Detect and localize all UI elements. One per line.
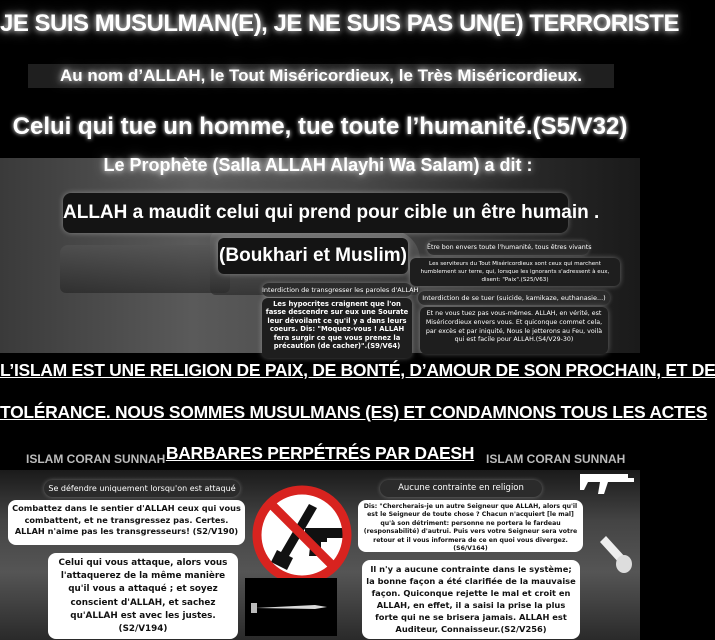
tank-silhouette bbox=[60, 245, 230, 293]
rifle-icon bbox=[578, 466, 636, 502]
suicide-text: Et ne vous tuez pas vous-mêmes. ALLAH, en vérité, est Miséricordieux envers vous. Et quiconque commet cela, par excès et par iniquité, Nous le jetterons au Feu, voilà qui est facile pour ALLAH.(S4/V29-30) bbox=[425, 310, 603, 344]
hadith-source-box bbox=[218, 238, 408, 274]
statement-line-2: TOLÉRANCE. NOUS SOMMES MUSULMANS (ES) ET CONDAMNONS TOUS LES ACTES bbox=[0, 402, 708, 422]
kind-text: Les serviteurs du Tout Miséricordieux sont ceux qui marchent humblement sur terre, qui, lorsque les ignorants s'adressent à eux, disent: "Paix".(S25/V63) bbox=[420, 261, 610, 283]
statement-line-1: L’ISLAM EST UNE RELIGION DE PAIX, DE BONTÉ, D’AMOUR DE SON PROCHAIN, ET DE bbox=[0, 360, 715, 380]
brand-right: ISLAM CORAN SUNNAH bbox=[486, 452, 626, 466]
prophet-said: Le Prophète (Salla ALLAH Alayhi Wa Salam) a dit : bbox=[103, 155, 533, 175]
no-weapons-icon bbox=[247, 480, 357, 590]
page-title: JE SUIS MUSULMAN(E), JE NE SUIS PAS UN(E) TERRORISTE bbox=[0, 10, 679, 37]
mockery-text: Les hypocrites craignent que l'on fasse descendre sur eux une Sourate leur dévoilant ce qu'il y a dans leurs coeurs. Dis: "Moquez-vous ! ALLAH fera surgir ce que vous prenez la précaution (de cacher)".(S9/V64) bbox=[265, 300, 409, 351]
kind-card bbox=[410, 258, 620, 286]
constraint-card-2 bbox=[362, 560, 580, 639]
verse-main: Celui qui tue un homme, tue toute l’humanité.(S5/V32) bbox=[12, 113, 628, 140]
sword-image bbox=[245, 578, 337, 636]
hadith-source: (Boukhari et Muslim) bbox=[219, 245, 407, 266]
defense-text-1: Combattez dans le sentier d'ALLAH ceux qui vous combattent, et ne transgressez pas. Certes. ALLAH n'aime pas les transgresseurs! (S2/V190) bbox=[12, 503, 241, 536]
constraint-card-1 bbox=[358, 500, 583, 552]
suicide-card bbox=[420, 307, 608, 354]
defense-card-2 bbox=[48, 553, 238, 639]
kind-label: Être bon envers toute l'humanité, tous êtres vivants bbox=[427, 241, 589, 255]
grenade-icon bbox=[592, 528, 636, 576]
mockery-card bbox=[262, 298, 412, 358]
defense-label: Se défendre uniquement lorsqu'on est attaqué bbox=[44, 480, 240, 497]
statement-line-3: BARBARES PERPÉTRÉS PAR DAESH bbox=[165, 443, 475, 463]
hadith-text: ALLAH a maudit celui qui prend pour cible un être humain . bbox=[63, 202, 600, 223]
constraint-label: Aucune contrainte en religion bbox=[380, 480, 542, 497]
constraint-text-1: Dis: "Chercherais-je un autre Seigneur que ALLAH, alors qu'il est le Seigneur de toute chose ? Chacun n'acquiert [le mal] qu'à son détriment: personne ne portera le fardeau (responsabilité) d'autrui. Puis vers votre Seigneur sera votre retour et il vous informera de ce en quoi vous divergez. (S6/V164) bbox=[363, 503, 578, 553]
hadith-box bbox=[63, 193, 600, 233]
defense-card-1 bbox=[8, 500, 245, 545]
brand-left: ISLAM CORAN SUNNAH bbox=[26, 452, 166, 466]
constraint-text-2: Il n'y a aucune contrainte dans le système; la bonne façon a été clarifiée de la mauvaise façon. Quiconque rejette le mal et croit en ALLAH, en effet, il a saisi la prise la plus forte qui ne se brisera jamais. ALLAH est Auditeur, Connaisseur.(S2/V256) bbox=[366, 564, 576, 634]
suicide-label: Interdiction de se tuer (suicide, kamikaze, euthanasie...) bbox=[418, 291, 610, 305]
mockery-label: Interdiction de transgresser les paroles d'ALLAH bbox=[262, 283, 412, 297]
defense-text-2: Celui qui vous attaque, alors vous l'attaquerez de la même manière qu'il vous a attaqué ; et soyez conscient d'ALLAH, et sachez qu'ALLAH est avec les justes. (S2/V194) bbox=[58, 558, 228, 635]
sword-icon bbox=[245, 578, 337, 636]
basmala: Au nom d’ALLAH, le Tout Miséricordieux, le Très Miséricordieux. bbox=[28, 64, 614, 88]
